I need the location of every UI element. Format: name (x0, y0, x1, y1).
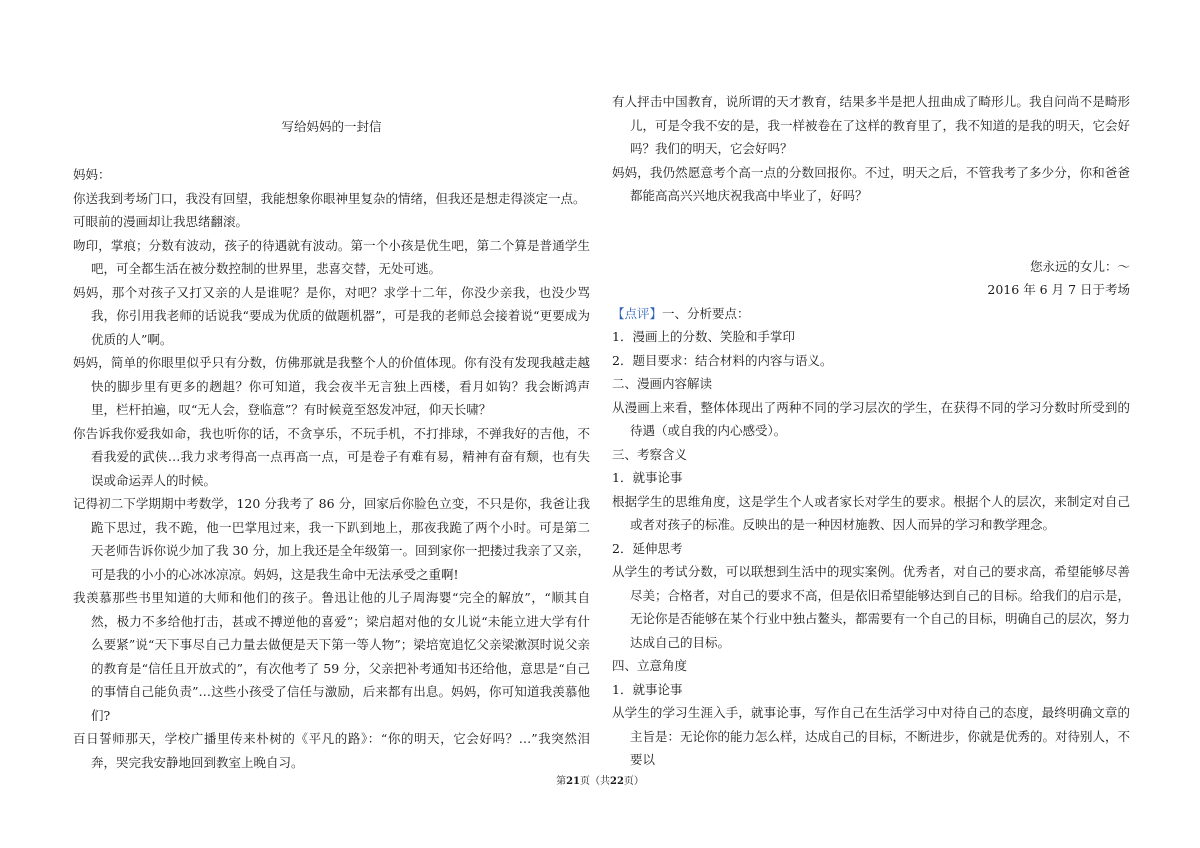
comment-tag: 【点评】 (612, 305, 663, 321)
letter-paragraph: 我羡慕那些书里知道的大师和他们的孩子。鲁迅让他的儿子周海婴“完全的解放”，“顺其自然，极力不多给他打击，甚或不搏逆他的喜爱”；梁启超对他的女儿说“未能立进大学有什么要紧”说“天下事尽自己力量去做便是天下第一等人物”；梁培宽追忆父亲梁漱溟时说父亲的教育是“信任且开放式的”，有次他考了 59 分，父亲把补考通知书还给他，意思是“自己的事情自己能负责”…这些小孩受了信任与激励，后来都有出息。妈妈，你可知道我羡慕他们? (73, 590, 590, 723)
letter-paragraph: 有人抨击中国教育，说所谓的天才教育，结果多半是把人扭曲成了畸形儿。我自问尚不是畸形儿，可是令我不安的是，我一样被卷在了这样的教育里了，我不知道的是我的明天，它会好吗？我们的明天，它会好吗？ (612, 94, 1131, 156)
letter-signature: 您永远的女儿：～ (1029, 258, 1130, 274)
letter-paragraph: 记得初二下学期期中考数学，120 分我考了 86 分，回家后你脸色立变，不只是你，我爸让我跪下思过，我不跪，他一巴掌甩过来，我一下趴到地上，那夜我跪了两个小时。可是第二天老师告诉你说少加了我 30 分，加上我还是全年级第一。回到家你一把搂过我亲了又亲，可是我的小小的心冰冰凉凉。妈妈，这是我生命中无法承受之重啊! (73, 496, 590, 582)
comment-section-heading: 三、考察含义 (612, 446, 688, 462)
letter-paragraph: 百日誓师那天，学校广播里传来朴树的《平凡的路》：“你的明天，它会好吗？…”我突然泪奔，哭完我安静地回到教室上晚自习。 (73, 731, 590, 770)
comment-first-item: 一、分析要点： (662, 305, 750, 321)
left-column (73, 163, 590, 774)
letter-salutation: 妈妈： (73, 167, 111, 182)
comment-item: 2．延伸思考 (612, 540, 683, 556)
letter-paragraph: 妈妈，简单的你眼里似乎只有分数，仿佛那就是我整个人的价值体现。你有没有发现我越走越快的脚步里有更多的趔趄？你可知道，我会夜半无言独上西楼，看月如钩？我会断鸿声里，栏杆拍遍，叹“无人会，登临意”？有时候竟至怒发冲冠，仰天长啸？ (73, 355, 590, 417)
letter-date: 2016 年 6 月 7 日于考场 (987, 282, 1130, 297)
comment-paragraph: 根据学生的思维角度，这是学生个人或者家长对学生的要求。根据个人的层次，来制定对自己或者对孩子的标准。反映出的是一种因材施教、因人而异的学习和教学理念。 (612, 493, 1130, 532)
comment-section-heading: 四、立意角度 (612, 658, 688, 673)
letter-paragraph: 可眼前的漫画却让我思绪翻滚。 (73, 214, 249, 229)
letter-paragraph: 吻印，掌痕；分数有波动，孩子的待遇就有波动。第一个小孩是优生吧，第二个算是普通学生吧，可全都生活在被分数控制的世界里，悲喜交替，无处可逃。 (73, 237, 590, 276)
footer-middle: 页（共 (580, 776, 610, 787)
letter-paragraph: 妈妈，那个对孩子又打又亲的人是谁呢？是你，对吧？求学十二年，你没少亲我，也没少骂我，你引用我老师的话说我“要成为优质的做题机器”，可是我的老师总会接着说“更要成为优质的人”啊。 (73, 284, 590, 347)
comment-paragraph: 从学生的考试分数，可以联想到生活中的现实案例。优秀者，对自己的要求高，希望能够尽善尽美；合格者，对自己的要求不高，但是依旧希望能够达到自己的目标。给我们的启示是，无论你是否能够在某个行业中独占鳌头，都需要有一个自己的目标，明确自己的层次，努力达成自己的目标。 (612, 564, 1131, 650)
footer-suffix: 页） (623, 776, 644, 787)
footer-total-pages: 22 (610, 776, 624, 787)
letter-title: 写给妈妈的一封信 (281, 119, 382, 134)
right-column (612, 90, 1130, 772)
comment-item: 1．就事论事 (612, 681, 683, 697)
comment-heading (612, 302, 1130, 326)
comment-item: 2．题目要求：结合材料的内容与语义。 (612, 352, 833, 368)
letter-paragraph: 妈妈，我仍然愿意考个高一点的分数回报你。不过，明天之后，不管我考了多少分，你和爸爸都能高高兴兴地庆祝我高中毕业了，好吗？ (612, 164, 1130, 203)
spacer (612, 208, 1130, 255)
comment-paragraph: 从学生的学习生涯入手，就事论事，写作自己在生活学习中对待自己的态度，最终明确文章的主旨是：无论你的能力怎么样，达成自己的目标，不断进步，你就是优秀的。对待别人，不要以 (612, 705, 1131, 767)
footer-prefix: 第 (556, 776, 567, 787)
letter-paragraph: 你送我到考场门口，我没有回望，我能想象你眼神里复杂的情绪，但我还是想走得淡定一点。 (73, 190, 586, 206)
footer-page-number: 21 (566, 776, 580, 787)
letter-paragraph: 你告诉我你爱我如命，我也听你的话，不贪享乐，不玩手机，不打排球，不弹我好的吉他，不看我爱的武侠…我力求考得高一点再高一点，可是卷子有难有易，精神有奋有颓，也有失误或命运弄人的时候。 (73, 425, 590, 488)
comment-item: 1．漫画上的分数、笑脸和手掌印 (612, 329, 795, 344)
comment-item: 1．就事论事 (612, 470, 683, 485)
comment-section-heading: 二、漫画内容解读 (612, 376, 713, 391)
comment-paragraph: 从漫画上来看，整体体现出了两种不同的学习层次的学生，在获得不同的学习分数时所受到的待遇（或自我的内心感受）。 (612, 399, 1130, 438)
page-footer (0, 772, 1200, 787)
